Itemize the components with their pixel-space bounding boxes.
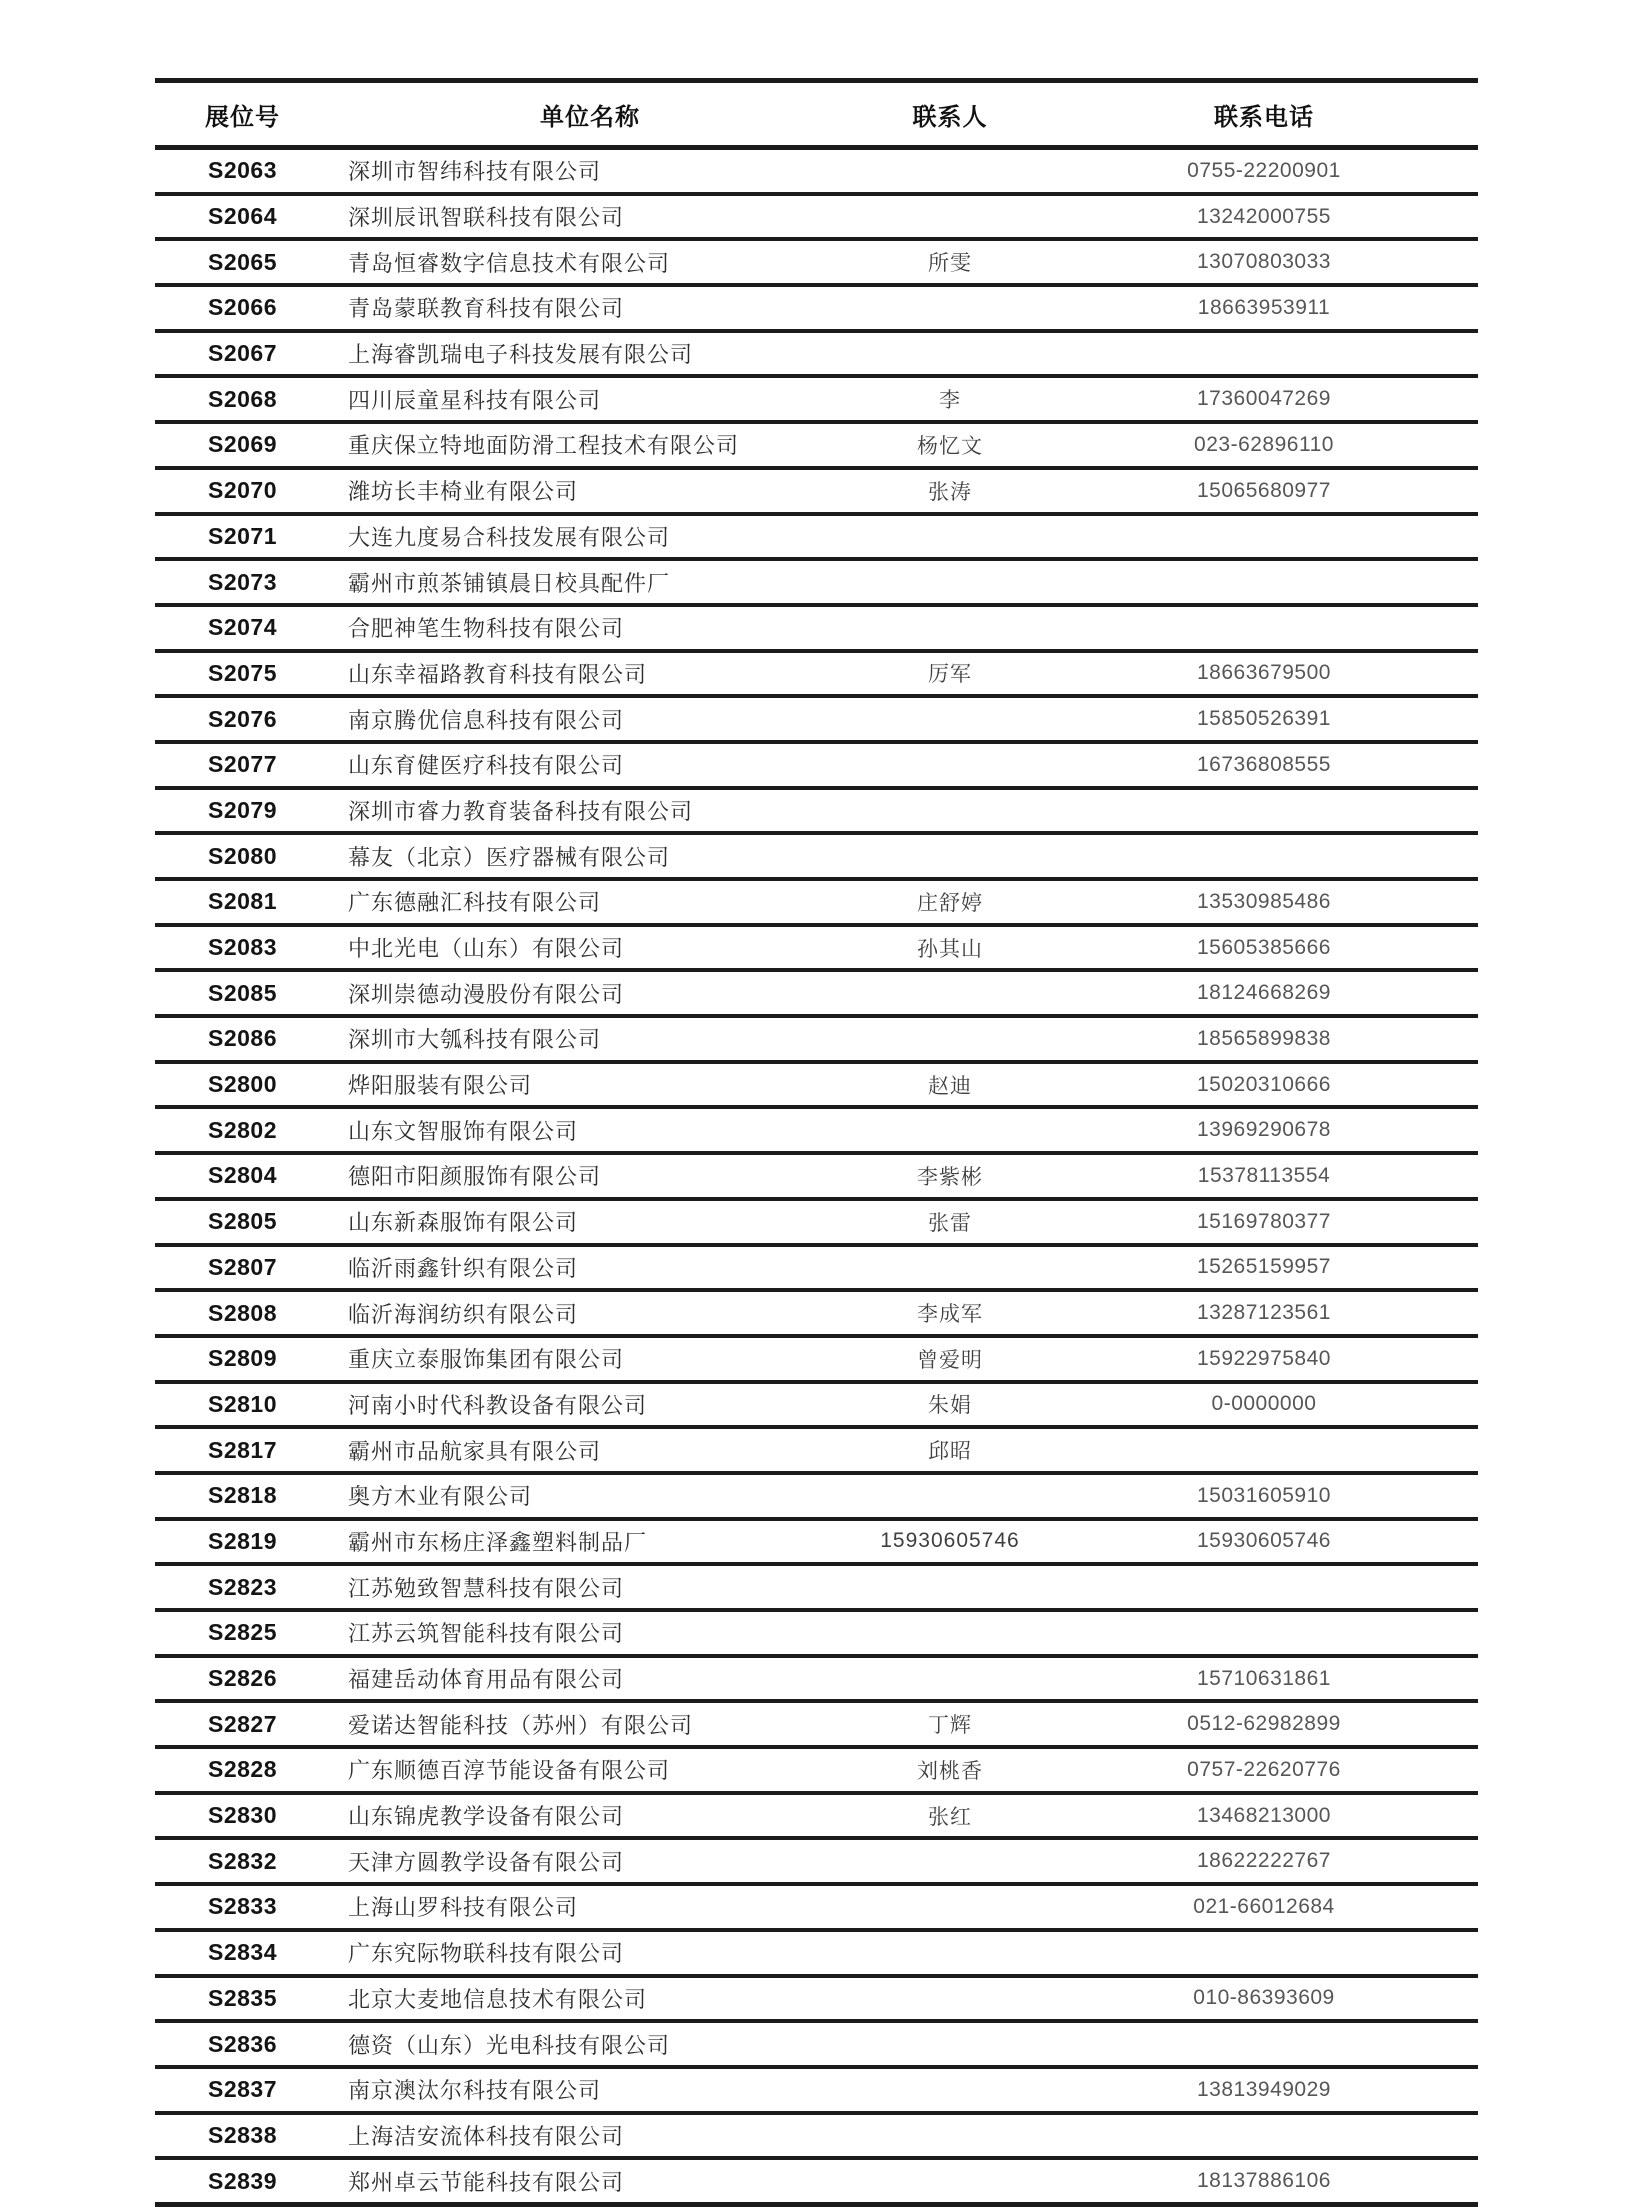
booth-number: S2827 [207,1710,277,1737]
contact-person: 邱昭 [928,1440,972,1464]
booth-number: S2800 [207,1071,277,1098]
company-name: 上海睿凯瑞电子科技发展有限公司 [348,342,694,368]
contact-phone: 15265159957 [1197,1255,1331,1279]
company-name: 江苏勉致智慧科技有限公司 [348,1575,625,1601]
contact-person [850,2067,1050,2113]
table-row [155,148,1478,194]
contact-person [850,194,1050,240]
booth-number: S2068 [207,385,277,412]
contact-phone: 021-66012684 [1193,1894,1335,1918]
contact-person [850,148,1050,194]
contact-phone [1050,1427,1478,1473]
table-row [155,331,1478,377]
contact-phone: 18565899838 [1197,1026,1331,1050]
booth-number: S2838 [207,2121,277,2148]
contact-phone: 15378113554 [1197,1163,1331,1187]
contact-phone: 13070803033 [1197,250,1331,274]
contact-person: 庄舒婷 [917,891,983,915]
company-name: 郑州卓云节能科技有限公司 [348,2169,625,2195]
booth-number: S2066 [207,294,277,321]
booth-number: S2802 [207,1116,277,1143]
table-row [155,514,1478,560]
contact-phone: 13969290678 [1197,1118,1331,1142]
contact-phone [1050,1930,1478,1976]
contact-phone: 13530985486 [1197,889,1331,913]
contact-person [850,2158,1050,2204]
booth-number: S2818 [207,1482,277,1509]
table-row [155,376,1478,422]
company-name: 重庆保立特地面防滑工程技术有限公司 [348,433,740,459]
table-row [155,1473,1478,1519]
contact-person [850,742,1050,788]
booth-number: S2836 [207,2030,277,2057]
table-row [155,1153,1478,1199]
contact-person: 曾爱明 [917,1348,983,1372]
table-row [155,1747,1478,1793]
table-row [155,1838,1478,1884]
company-name: 烨阳服装有限公司 [348,1073,533,1099]
header-company-name: 单位名称 [540,103,640,131]
company-name: 幕友（北京）医疗器械有限公司 [348,844,671,870]
company-name: 深圳市智纬科技有限公司 [348,159,602,185]
header-booth-number: 展位号 [205,103,280,131]
contact-phone: 15020310666 [1197,1072,1331,1096]
company-name: 深圳市睿力教育装备科技有限公司 [348,798,694,824]
company-name: 广东究际物联科技有限公司 [348,1941,625,1967]
company-name: 江苏云筑智能科技有限公司 [348,1621,625,1647]
contact-person [850,559,1050,605]
table-row [155,1793,1478,1839]
contact-phone: 15169780377 [1197,1209,1331,1233]
company-name: 潍坊长丰椅业有限公司 [348,479,579,505]
contact-person [850,1610,1050,1656]
contact-person [850,1564,1050,1610]
contact-person [850,1838,1050,1884]
booth-number: S2819 [207,1527,277,1554]
contact-phone: 0512-62982899 [1187,1712,1341,1736]
booth-number: S2079 [207,796,277,823]
company-name: 中北光电（山东）有限公司 [348,936,625,962]
contact-person [850,1473,1050,1519]
contact-phone: 0-0000000 [1211,1392,1317,1416]
exhibitor-table [155,78,1478,2207]
contact-person [850,1930,1050,1976]
contact-phone: 13813949029 [1197,2077,1331,2101]
contact-person: 李成军 [917,1303,983,1327]
company-name: 天津方圆教学设备有限公司 [348,1849,625,1875]
booth-number: S2837 [207,2076,277,2103]
contact-person: 张红 [928,1805,972,1829]
company-name: 广东顺德百淳节能设备有限公司 [348,1758,671,1784]
contact-person: 李紫彬 [917,1165,983,1189]
booth-number: S2810 [207,1390,277,1417]
booth-number: S2073 [207,568,277,595]
contact-phone: 17360047269 [1197,387,1331,411]
table-row [155,1976,1478,2022]
table-row [155,788,1478,834]
table-row [155,1062,1478,1108]
booth-number: S2076 [207,705,277,732]
contact-person [850,285,1050,331]
contact-phone: 13242000755 [1197,204,1331,228]
table-row [155,559,1478,605]
company-name: 霸州市煎茶铺镇晨日校具配件厂 [348,570,671,596]
booth-number: S2817 [207,1436,277,1463]
company-name: 福建岳动体育用品有限公司 [348,1667,625,1693]
table-row [155,1336,1478,1382]
contact-person: 朱娟 [928,1394,972,1418]
contact-phone [1050,1610,1478,1656]
company-name: 山东育健医疗科技有限公司 [348,753,625,779]
contact-person: 李 [939,389,961,413]
table-row [155,1382,1478,1428]
company-name: 重庆立泰服饰集团有限公司 [348,1347,625,1373]
table-row [155,1701,1478,1747]
table-row [155,833,1478,879]
company-name: 青岛恒睿数字信息技术有限公司 [348,250,671,276]
contact-person: 厉军 [928,663,972,687]
contact-phone: 13287123561 [1197,1301,1331,1325]
booth-number: S2075 [207,659,277,686]
booth-number: S2832 [207,1847,277,1874]
company-name: 临沂雨鑫针织有限公司 [348,1255,579,1281]
company-name: 德阳市阳颜服饰有限公司 [348,1164,602,1190]
contact-phone: 15850526391 [1197,707,1331,731]
booth-number: S2809 [207,1345,277,1372]
contact-person [850,1245,1050,1291]
contact-phone [1050,605,1478,651]
contact-person [850,970,1050,1016]
table-row [155,1290,1478,1336]
booth-number: S2804 [207,1162,277,1189]
contact-phone: 15605385666 [1197,935,1331,959]
table-row [155,239,1478,285]
company-name: 南京腾优信息科技有限公司 [348,707,625,733]
contact-person [850,833,1050,879]
contact-person [850,514,1050,560]
contact-person [850,1976,1050,2022]
company-name: 深圳崇德动漫股份有限公司 [348,981,625,1007]
table-row [155,742,1478,788]
contact-person [850,2113,1050,2159]
table-row [155,970,1478,1016]
contact-person [850,1107,1050,1153]
contact-phone: 13468213000 [1197,1803,1331,1827]
contact-person [850,1884,1050,1930]
booth-number: S2081 [207,888,277,915]
contact-person [850,605,1050,651]
company-name: 山东幸福路教育科技有限公司 [348,661,648,687]
company-name: 深圳辰讯智联科技有限公司 [348,205,625,231]
contact-phone: 18663953911 [1197,295,1331,319]
contact-phone: 18622222767 [1197,1849,1331,1873]
contact-phone [1050,559,1478,605]
contact-person [850,1016,1050,1062]
contact-phone [1050,2021,1478,2067]
contact-person: 丁辉 [928,1714,972,1738]
contact-phone: 023-62896110 [1194,432,1334,456]
table-row [155,2158,1478,2204]
company-name: 山东锦虎教学设备有限公司 [348,1804,625,1830]
booth-number: S2807 [207,1253,277,1280]
booth-number: S2063 [207,157,277,184]
table-row [155,194,1478,240]
company-name: 上海山罗科技有限公司 [348,1895,579,1921]
booth-number: S2080 [207,842,277,869]
contact-person [850,2021,1050,2067]
booth-number: S2083 [207,934,277,961]
contact-phone [1050,331,1478,377]
contact-phone: 18124668269 [1197,981,1331,1005]
booth-number: S2065 [207,248,277,275]
table-row [155,605,1478,651]
booth-number: S2069 [207,431,277,458]
table-row [155,651,1478,697]
booth-number: S2064 [207,203,277,230]
contact-person: 杨忆文 [917,434,983,458]
company-name: 山东文智服饰有限公司 [348,1118,579,1144]
contact-phone: 010-86393609 [1193,1986,1335,2010]
contact-phone: 15031605910 [1197,1483,1331,1507]
contact-phone: 15065680977 [1197,478,1331,502]
table-row [155,1245,1478,1291]
table-row [155,1930,1478,1976]
table-row [155,422,1478,468]
contact-person: 刘桃香 [917,1759,983,1783]
table-row [155,696,1478,742]
booth-number: S2834 [207,1939,277,1966]
table-row [155,879,1478,925]
table-row [155,1199,1478,1245]
contact-phone: 18137886106 [1197,2169,1331,2193]
table-row [155,285,1478,331]
contact-phone: 18663679500 [1197,661,1331,685]
company-name: 上海洁安流体科技有限公司 [348,2123,625,2149]
table-header [155,81,1478,148]
contact-phone: 15930605746 [1197,1529,1331,1553]
contact-person: 张雷 [928,1211,972,1235]
booth-number: S2071 [207,522,277,549]
contact-phone: 15922975840 [1197,1346,1331,1370]
table-row [155,2067,1478,2113]
company-name: 合肥神笔生物科技有限公司 [348,616,625,642]
contact-phone: 15710631861 [1197,1666,1331,1690]
contact-person [850,696,1050,742]
contact-person: 赵迪 [928,1074,972,1098]
company-name: 河南小时代科教设备有限公司 [348,1392,648,1418]
booth-number: S2070 [207,477,277,504]
contact-person: 所雯 [928,252,972,276]
booth-number: S2830 [207,1802,277,1829]
booth-number: S2074 [207,614,277,641]
table-row [155,1016,1478,1062]
header-contact-phone: 联系电话 [1214,103,1314,131]
contact-phone [1050,1564,1478,1610]
booth-number: S2826 [207,1665,277,1692]
contact-person [850,788,1050,834]
company-name: 南京澳汰尔科技有限公司 [348,2078,602,2104]
contact-person: 15930605746 [880,1529,1020,1553]
table-body [155,148,1478,2205]
contact-phone: 16736808555 [1197,752,1331,776]
company-name: 奥方木业有限公司 [348,1484,533,1510]
header-row [155,81,1478,148]
booth-number: S2808 [207,1299,277,1326]
contact-phone [1050,833,1478,879]
booth-number: S2086 [207,1025,277,1052]
table-row [155,1656,1478,1702]
booth-number: S2805 [207,1208,277,1235]
company-name: 临沂海润纺织有限公司 [348,1301,579,1327]
booth-number: S2833 [207,1893,277,1920]
table-row [155,1884,1478,1930]
company-name: 德资（山东）光电科技有限公司 [348,2032,671,2058]
booth-number: S2067 [207,340,277,367]
company-name: 山东新森服饰有限公司 [348,1210,579,1236]
booth-number: S2825 [207,1619,277,1646]
table-row [155,1610,1478,1656]
header-contact-person: 联系人 [912,103,988,131]
booth-number: S2835 [207,1984,277,2011]
contact-phone: 0757-22620776 [1187,1757,1341,1781]
contact-phone: 0755-22200901 [1187,158,1341,182]
booth-number: S2085 [207,979,277,1006]
contact-person: 张涛 [928,480,972,504]
company-name: 霸州市东杨庄泽鑫塑料制品厂 [348,1529,648,1555]
company-name: 霸州市品航家具有限公司 [348,1438,602,1464]
company-name: 北京大麦地信息技术有限公司 [348,1986,648,2012]
company-name: 深圳市大瓠科技有限公司 [348,1027,602,1053]
contact-phone [1050,788,1478,834]
booth-number: S2823 [207,1573,277,1600]
company-name: 广东德融汇科技有限公司 [348,890,602,916]
contact-phone [1050,2113,1478,2159]
table-row [155,1107,1478,1153]
contact-person [850,331,1050,377]
table-row [155,2021,1478,2067]
table-row [155,1519,1478,1565]
contact-person: 孙其山 [917,937,983,961]
contact-phone [1050,514,1478,560]
booth-number: S2839 [207,2167,277,2194]
booth-number: S2077 [207,751,277,778]
company-name: 四川辰童星科技有限公司 [348,387,602,413]
table-row [155,468,1478,514]
table-row [155,925,1478,971]
company-name: 大连九度易合科技发展有限公司 [348,524,671,550]
company-name: 爱诺达智能科技（苏州）有限公司 [348,1712,694,1738]
table-row [155,2113,1478,2159]
table-row [155,1564,1478,1610]
contact-person [850,1656,1050,1702]
company-name: 青岛蒙联教育科技有限公司 [348,296,625,322]
table-row [155,1427,1478,1473]
booth-number: S2828 [207,1756,277,1783]
